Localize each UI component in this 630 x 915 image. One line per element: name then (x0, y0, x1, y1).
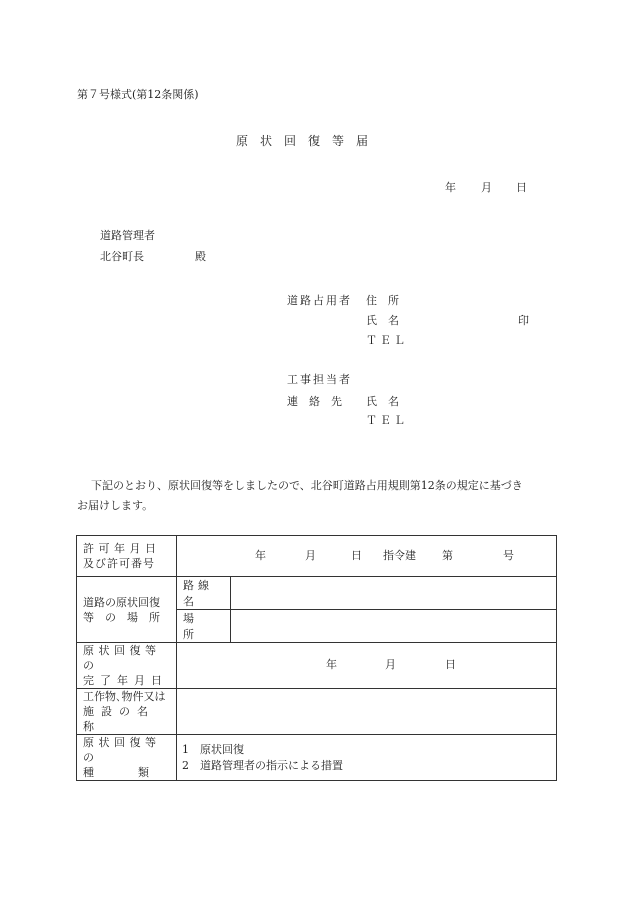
permit-value-cell[interactable] (177, 536, 557, 577)
form-number: 第７号様式(第12条関係) (77, 88, 199, 101)
location-label-b: 等の場所 (83, 610, 171, 624)
route-name-label: 路線名 (183, 579, 213, 608)
route-name-value[interactable] (231, 577, 557, 610)
facility-label-a: 工作物､物件又は (83, 690, 166, 703)
applicant-label: 道路占用者 (287, 294, 352, 307)
completion-month: 月 (385, 658, 396, 671)
place-value[interactable] (231, 610, 557, 643)
permit-no-prefix: 第 (442, 548, 453, 562)
facility-label-b: 施設の名称 (83, 705, 155, 733)
contractor-label: 工事担当者 (287, 373, 352, 386)
completion-year: 年 (326, 658, 337, 671)
type-label-cell (77, 735, 177, 781)
table-row-permit (77, 536, 557, 577)
type-option-1: 1 原状回復 (182, 742, 244, 756)
addressee-line1: 道路管理者 (100, 229, 155, 242)
place-label-cell (177, 610, 231, 643)
completion-label-a: 原状回復等の (83, 644, 161, 672)
seal-mark: 印 (518, 314, 529, 327)
permit-label-cell (77, 536, 177, 577)
table-row-type (77, 735, 557, 781)
body-text-line1: 下記のとおり、原状回復等をしましたので、北谷町道路占用規則第12条の規定に基づき (91, 479, 523, 492)
restoration-form-table (76, 535, 557, 781)
type-value-cell (177, 735, 557, 781)
route-name-label-cell (177, 577, 231, 610)
permit-day: 日 (351, 548, 362, 562)
location-label-cell (77, 577, 177, 643)
applicant-name-label: 氏 名 (366, 314, 399, 327)
date-year: 年 (445, 181, 456, 194)
facility-label-cell (77, 689, 177, 735)
contractor-name-label: 氏 名 (366, 395, 399, 408)
table-row-facility (77, 689, 557, 735)
table-row-location-1 (77, 577, 557, 610)
applicant-address-label: 住 所 (366, 294, 399, 307)
type-option-2: 2 道路管理者の指示による措置 (182, 758, 343, 772)
addressee-line2: 北谷町長 (100, 250, 144, 263)
place-label: 場所 (183, 612, 205, 641)
location-label-a: 道路の原状回復 (83, 595, 160, 609)
completion-day: 日 (445, 658, 456, 671)
type-label-b: 種 類 (83, 766, 149, 779)
addressee-honorific: 殿 (195, 250, 206, 263)
permit-month: 月 (305, 548, 316, 562)
form-title: 原 状 回 復 等 届 (236, 134, 369, 148)
applicant-tel-label: ＴＥＬ (366, 334, 408, 347)
type-label-a: 原状回復等の (83, 736, 161, 764)
permit-label-a: 許可年月日 (83, 542, 161, 555)
contractor-tel-label: ＴＥＬ (366, 414, 408, 427)
permit-directive: 指令建 (383, 548, 416, 562)
body-text-line2: お届けします。 (77, 499, 154, 512)
contractor-contact-label: 連 絡 先 (287, 395, 342, 408)
completion-label-cell (77, 643, 177, 689)
facility-value[interactable] (177, 689, 557, 735)
permit-year: 年 (255, 548, 266, 562)
permit-no-suffix: 号 (503, 548, 514, 562)
table-row-completion (77, 643, 557, 689)
completion-value-cell[interactable] (177, 643, 557, 689)
date-day: 日 (516, 181, 527, 194)
permit-label-b: 及び許可番号 (83, 557, 155, 570)
date-month: 月 (481, 181, 492, 194)
completion-label-b: 完了年月日 (83, 674, 168, 687)
